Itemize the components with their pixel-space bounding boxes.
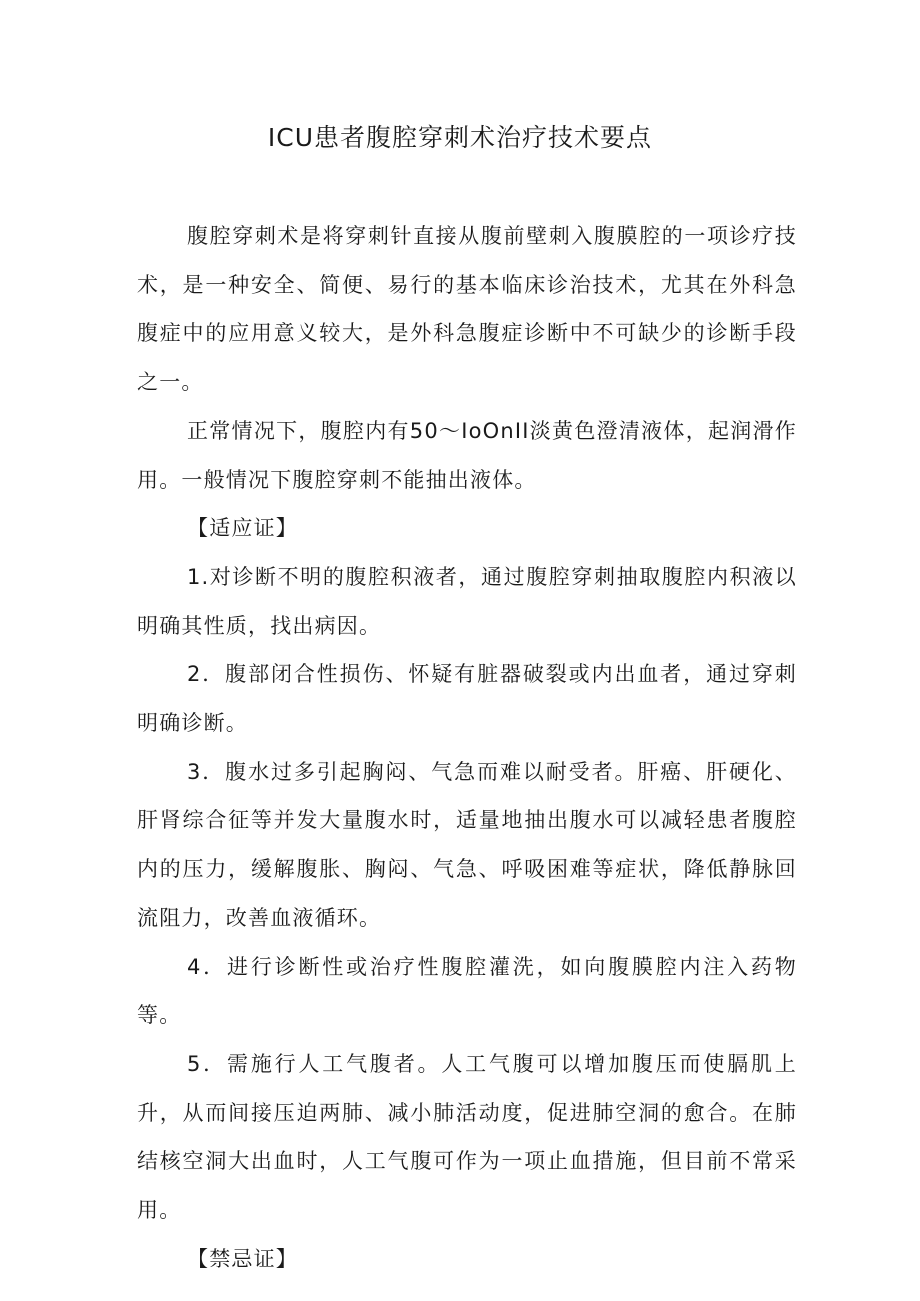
list-item-indication-4: 4．进行诊断性或治疗性腹腔灌洗，如向腹膜腔内注入药物等。 (137, 954, 797, 1028)
section-heading-indications: 【适应证】 (187, 516, 298, 541)
document-body (137, 212, 797, 1283)
document-title: ICU患者腹腔穿刺术治疗技术要点 (267, 123, 653, 152)
list-item-indication-5: 5．需施行人工气腹者。人工气腹可以增加腹压而使膈肌上升，从而间接压迫两肺、减小肺活动度，促进肺空洞的愈合。在肺结核空洞大出血时，人工气腹可作为一项止血措施，但目前不常采用。 (137, 1051, 797, 1223)
list-item-indication-1: 1.对诊断不明的腹腔积液者，通过腹腔穿刺抽取腹腔内积液以明确其性质，找出病因。 (137, 564, 797, 638)
section-heading-contraindications: 【禁忌证】 (187, 1246, 298, 1271)
paragraph-intro: 腹腔穿刺术是将穿刺针直接从腹前壁刺入腹膜腔的一项诊疗技术，是一种安全、简便、易行的基本临床诊治技术，尤其在外科急腹症中的应用意义较大，是外科急腹症诊断中不可缺少的诊断手段之一。 (137, 224, 797, 395)
paragraph-normal-condition: 正常情况下，腹腔内有50～IoOnII淡黄色澄清液体，起润滑作用。一般情况下腹腔穿刺不能抽出液体。 (137, 418, 797, 492)
list-item-indication-2: 2．腹部闭合性损伤、怀疑有脏器破裂或内出血者，通过穿刺明确诊断。 (137, 662, 797, 736)
list-item-indication-3: 3．腹水过多引起胸闷、气急而难以耐受者。肝癌、肝硬化、肝肾综合征等并发大量腹水时，适量地抽出腹水可以减轻患者腹腔内的压力，缓解腹胀、胸闷、气急、呼吸困难等症状，降低静脉回流阻力，改善血液循环。 (137, 759, 797, 930)
